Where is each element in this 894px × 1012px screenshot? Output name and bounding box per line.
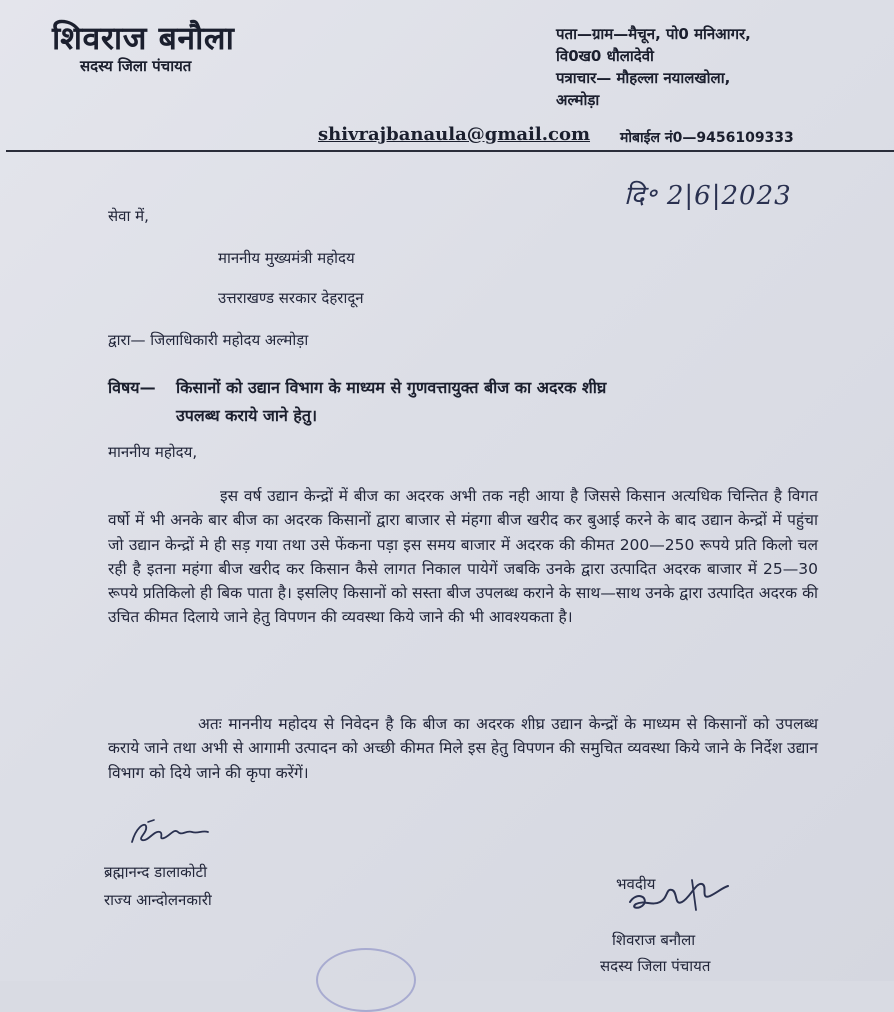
mobile-number: मोबाईल नं0—9456109333 xyxy=(620,130,794,146)
subject-label: विषय— xyxy=(108,378,156,397)
cosigner-title: राज्य आन्दोलनकारी xyxy=(104,891,212,909)
email-address: shivrajbanaula@gmail.com xyxy=(318,124,591,145)
address-line-2: वि0ख0 धौलादेवी xyxy=(556,47,654,65)
recipient-line-1: माननीय मुख्यमंत्री महोदय xyxy=(218,249,355,267)
salutation-to: सेवा में, xyxy=(108,207,149,225)
cosigner-signature xyxy=(124,816,214,850)
header-divider xyxy=(6,150,894,152)
body-paragraph-2 xyxy=(108,712,818,785)
body-paragraph-1 xyxy=(108,484,818,630)
subject-line-1: किसानों को उद्यान विभाग के माध्यम से गुणवत्तायुक्त बीज का अदरक शीघ्र xyxy=(176,378,607,397)
letterhead-designation: सदस्य जिला पंचायत xyxy=(80,57,192,75)
address-line-1: पता—ग्राम—मैचून, पो0 मनिआगर, xyxy=(556,25,751,43)
body-paragraph-2-text: अतः माननीय महोदय से निवेदन है कि बीज का अदरक शीघ्र उद्यान केन्द्रों के माध्यम से किसानों को उपलब्ध कराये जाने तथा अभी से आगामी उत्पादन को अच्छी कीमत मिले इस हेतु विपणन की समुचित व्यवस्था किये जाने के निर्देश उद्यान विभाग को दिये जाने की कृपा करेंगें। xyxy=(108,715,818,782)
through-line: द्वारा— जिलाधिकारी महोदय अल्मोड़ा xyxy=(108,331,309,349)
letterhead-name: शिवराज बनौला xyxy=(52,19,235,57)
official-stamp xyxy=(316,948,416,1012)
recipient-line-2: उत्तराखण्ड सरकार देहरादून xyxy=(218,289,364,307)
handwritten-date: दि॰ 2|6|2023 xyxy=(624,181,792,211)
subject-block xyxy=(108,374,838,430)
subject-line-2: उपलब्ध कराये जाने हेतु। xyxy=(176,406,318,425)
sender-name: शिवराज बनौला xyxy=(612,931,696,949)
sender-title: सदस्य जिला पंचायत xyxy=(600,957,711,975)
sender-signature xyxy=(622,872,732,918)
cosigner-name: ब्रह्मानन्द डालाकोटी xyxy=(104,863,207,881)
body-paragraph-1-text: इस वर्ष उद्यान केन्द्रों में बीज का अदरक अभी तक नही आया है जिससे किसान अत्यधिक चिन्तित है विगत वर्षो में भी अनके बार बीज का अदरक किसानों द्वारा बाजार से मंहगा बीज खरीद कर बुआई करने के बाद उद्यान केन्द्रों में पहुंचा जो उद्यान केन्द्रों मे ही सड़ गया तथा उसे फेंकना पड़ा इस समय बाजार में अदरक की कीमत 200—250 रूपये प्रति किलो चल रही है इतना महंगा बीज खरीद कर किसान कैसे लागत निकाल पायेगें जबकि उनके द्वारा उत्पादित अदरक बाजार में 25—30 रूपये प्रतिकिलो ही बिक पाता है। इसलिए किसानों को सस्ता बीज उपलब्ध कराने के साथ—साथ उनके द्वारा उत्पादित अदरक की उचित कीमत दिलाये जाने हेतु विपणन की व्यवस्था किये जाने की भी आवश्यकता है। xyxy=(108,487,818,627)
address-line-4: अल्मोड़ा xyxy=(556,91,600,109)
address-line-3: पत्राचार— मौहल्ला नयालखोला, xyxy=(556,69,731,87)
closing-word: भवदीय xyxy=(616,875,656,893)
greeting: माननीय महोदय, xyxy=(108,443,198,461)
